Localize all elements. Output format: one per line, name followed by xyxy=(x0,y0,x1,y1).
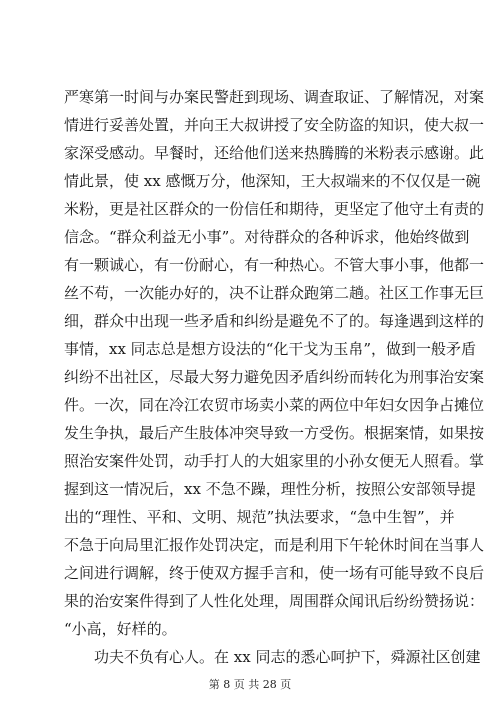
text-line: 信念。“群众利益无小事”。对待群众的各种诉求，他始终做到 xyxy=(64,228,470,246)
text-line: 有一颗诚心，有一份耐心，有一种热心。不管大事小事，他都一 xyxy=(64,256,485,274)
text-line: 细，群众中出现一些矛盾和纠纷是避免不了的。每逢遇到这样的 xyxy=(64,312,485,330)
text-line: 件。一次，同在冷江农贸市场卖小菜的两位中年妇女因争占摊位 xyxy=(64,396,485,414)
text-line: 握到这一情况后，xx 不急不躁，理性分析，按照公安部领导提 xyxy=(64,480,476,498)
text-line: 米粉，更是社区群众的一份信任和期待，更坚定了他守土有责的 xyxy=(64,200,485,218)
text-line: 发生争执，最后产生肢体冲突导致一方受伤。根据案情，如果按 xyxy=(64,424,485,442)
text-line: 情进行妥善处置，并向王大叔讲授了安全防盗的知识，使大叔一 xyxy=(64,116,485,134)
text-line: 严寒第一时间与办案民警赶到现场、调查取证、了解情况，对案 xyxy=(64,88,485,106)
text-line: 不急于向局里汇报作处罚决定，而是利用下午轮休时间在当事人 xyxy=(64,536,485,554)
page-number-footer: 第 8 页 共 28 页 xyxy=(208,678,292,691)
body-text xyxy=(64,83,485,671)
paragraph-first-line: 功夫不负有心人。在 xx 同志的悉心呵护下，舜源社区创建 xyxy=(94,648,481,666)
text-line: 果的治安案件得到了人性化处理，周围群众闻讯后纷纷赞扬说： xyxy=(64,592,485,610)
text-line: “小高，好样的。 xyxy=(64,620,177,638)
text-line: 出的“理性、平和、文明、规范”执法要求，“急中生智”，并 xyxy=(64,508,455,526)
text-line: 家深受感动。早餐时，还给他们送来热腾腾的米粉表示感谢。此 xyxy=(64,144,485,162)
text-line: 丝不苟，一次能办好的，决不让群众跑第二趟。社区工作事无巨 xyxy=(64,284,485,302)
text-line: 照治安案件处罚，动手打人的大姐家里的小孙女便无人照看。掌 xyxy=(64,452,485,470)
text-line: 之间进行调解，终于使双方握手言和，使一场有可能导致不良后 xyxy=(64,564,485,582)
text-line: 事情，xx 同志总是想方设法的“化干戈为玉帛”，做到一般矛盾 xyxy=(64,340,477,358)
text-line: 情此景，使 xx 感慨万分，他深知，王大叔端来的不仅仅是一碗 xyxy=(64,172,481,190)
text-line: 纠纷不出社区，尽最大努力避免因矛盾纠纷而转化为刑事治安案 xyxy=(64,368,485,386)
